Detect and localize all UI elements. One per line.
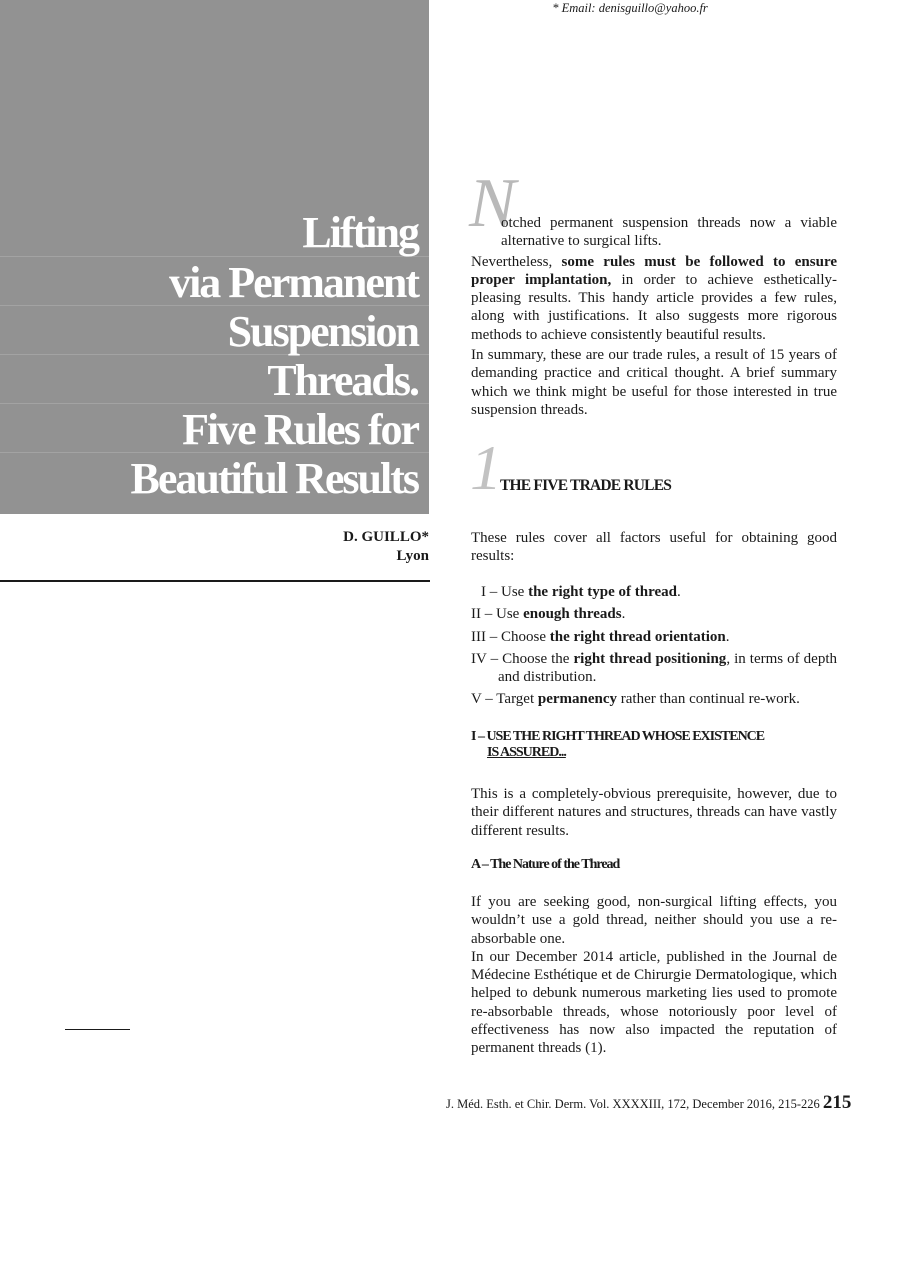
article-title <box>0 207 429 501</box>
rules-intro-text: These rules cover all factors useful for obtaining good results: <box>471 530 837 565</box>
body-paragraph <box>471 785 837 840</box>
page-footer <box>446 1092 851 1114</box>
rule-text: . <box>725 628 730 645</box>
title-line: Threads. <box>0 354 429 403</box>
subheading <box>471 729 764 761</box>
body-paragraphs <box>471 893 837 1058</box>
intro-text: in order to achieve esthetically-pleasing results. This handy article provides a few rules, along with justifications. It also suggests more rigorous methods to achieve consistently beautiful results. <box>471 271 837 343</box>
rule-text: rather than continual re-work. <box>617 691 800 708</box>
rule-text: . <box>621 606 626 623</box>
list-item <box>471 628 837 646</box>
subheading-line: IS ASSURED... <box>487 745 566 760</box>
author-name: D. GUILLO* <box>343 529 429 545</box>
title-line: Five Rules for <box>0 403 429 452</box>
section-heading: THE FIVE TRADE RULES <box>500 477 672 494</box>
intro-paragraph <box>471 214 837 251</box>
intro-paragraph: In summary, these are our trade rules, a result of 15 years of demanding practice and critical thought. A brief summary which we think might be useful for those interested in true suspension threads. <box>471 347 837 418</box>
rule-text: I – Use <box>481 584 529 600</box>
drop-cap: N <box>469 165 516 242</box>
paragraph-text: This is a completely-obvious prerequisite, however, due to their different natures and structures, threads can have vastly different results. <box>471 786 837 839</box>
divider <box>0 580 430 582</box>
rule-bold: the right thread orientation <box>549 628 726 645</box>
list-item <box>471 690 837 708</box>
section-number: 1 <box>470 432 502 503</box>
rules-list <box>471 583 837 713</box>
subheading-nature: A – The Nature of the Thread <box>471 857 620 872</box>
page-number: 215 <box>822 1092 852 1113</box>
list-item <box>471 583 837 601</box>
intro-paragraph <box>471 253 837 344</box>
title-line: Lifting <box>302 208 418 257</box>
rule-bold: right thread positioning <box>573 650 727 667</box>
title-line: Suspension <box>0 305 429 354</box>
rule-text: II – Use <box>471 606 524 623</box>
title-line: Beautiful Results <box>0 452 429 501</box>
intro-text: otched permanent suspension threads now a viable alternative to surgical lifts. <box>501 215 837 250</box>
rules-intro <box>471 529 837 566</box>
title-block <box>0 0 429 514</box>
title-line: via Permanent <box>0 256 429 305</box>
rule-bold: permanency <box>537 691 618 708</box>
list-item <box>471 605 837 623</box>
rule-text: V – Target <box>471 691 538 708</box>
rule-text: IV – Choose the <box>471 650 574 667</box>
rule-text: III – Choose <box>471 628 550 645</box>
rule-bold: enough threads <box>523 606 622 623</box>
footnote-divider <box>65 1029 130 1030</box>
intro-text: Nevertheless, <box>471 253 562 270</box>
author-block <box>200 528 429 566</box>
intro-bold-text: some rules must be followed to ensure proper implantation, <box>471 253 837 288</box>
paragraph-text: If you are seeking good, non-surgical lifting effects, you wouldn’t use a gold thread, neither should you use a re-absorbable one. <box>471 894 837 947</box>
author-city: Lyon <box>396 548 429 564</box>
list-item <box>471 650 837 687</box>
rule-bold: the right type of thread <box>528 584 677 600</box>
author-email: * Email: denisguillo@yahoo.fr <box>552 1 708 15</box>
rule-text: . <box>676 584 681 600</box>
subheading-line: I – USE THE RIGHT THREAD WHOSE EXISTENCE <box>471 729 765 744</box>
journal-citation: J. Méd. Esth. et Chir. Derm. Vol. XXXXIII, 172, December 2016, 215-226 <box>446 1097 820 1111</box>
paragraph-text: In our December 2014 article, published in the Journal de Médecine Esthétique et de Chirurgie Dermatologique, which helped to debunk numerous marketing lies used to promote re-absorbable threads, whose notoriously poor level of effectiveness has now also impacted the reputation of permanent threads (1). <box>471 948 837 1057</box>
rule-text: , in terms of depth and distribution. <box>498 650 837 686</box>
intro-section <box>471 214 837 419</box>
